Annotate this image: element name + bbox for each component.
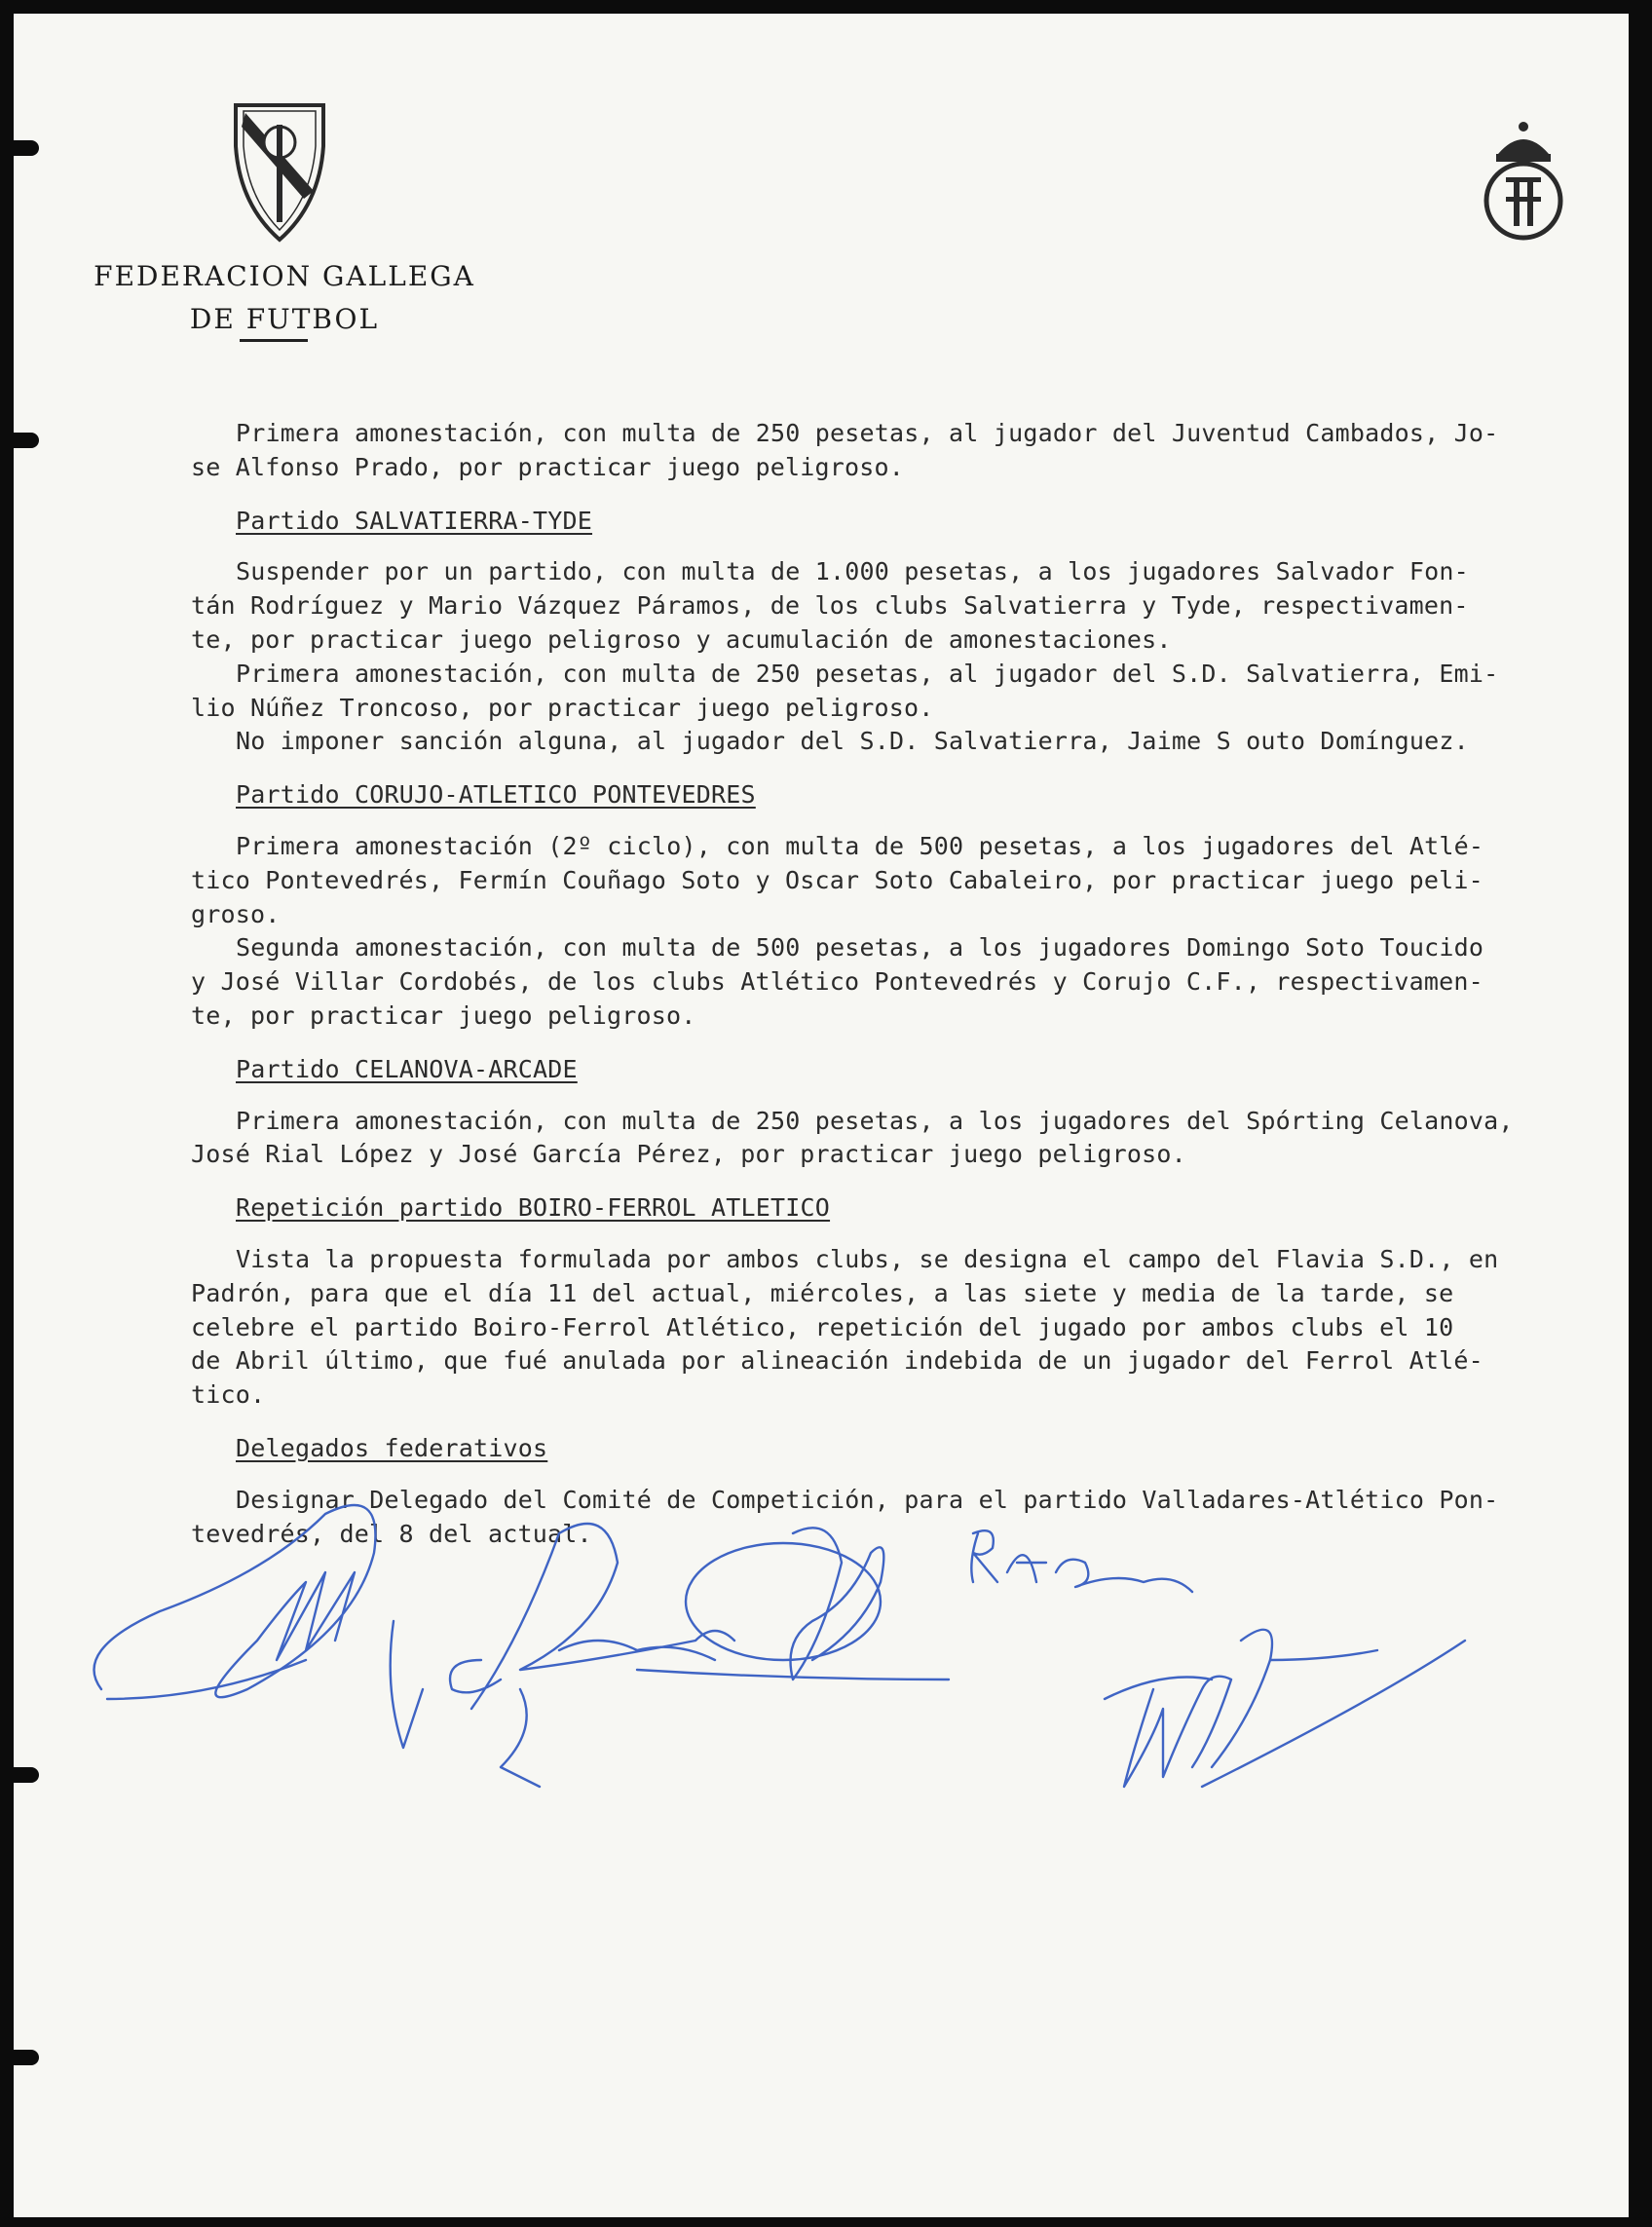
signature-4: [971, 1530, 1192, 1592]
document-page: [14, 14, 1629, 2217]
signature-2: [391, 1524, 734, 1787]
body-line: José Rial López y José García Pérez, por practicar juego peligroso.: [191, 1140, 1186, 1169]
org-name-line-1: FEDERACION GALLEGA: [94, 260, 475, 292]
org-name-line-2: DE FUTBOL: [189, 303, 380, 335]
body-line: te, por practicar juego peligroso y acumulación de amonestaciones.: [191, 624, 1172, 654]
section-heading: Repetición partido BOIRO-FERROL ATLETICO: [236, 1193, 831, 1223]
signatures-area: [14, 1494, 1629, 1845]
document-body: [191, 417, 1621, 1551]
body-line: se Alfonso Prado, por practicar juego peligroso.: [191, 452, 905, 481]
body-line: tevedrés, del 8 del actual.: [191, 1519, 592, 1548]
body-line: Suspender por un partido, con multa de 1.000 pesetas, a los jugadores Salvador Fon-: [236, 557, 1469, 586]
body-line: te, por practicar juego peligroso.: [191, 1000, 696, 1030]
spanish-federation-crown-seal-icon: [1477, 115, 1570, 242]
letterhead-divider: [240, 339, 308, 342]
punch-hole: [14, 140, 39, 156]
punch-hole: [14, 433, 39, 448]
signature-5: [1105, 1630, 1465, 1787]
body-line: Padrón, para que el día 11 del actual, miércoles, a las siete y media de la tarde, se: [191, 1278, 1454, 1307]
section-heading: Partido CELANOVA-ARCADE: [236, 1054, 578, 1083]
body-line: Designar Delegado del Comité de Competición, para el partido Valladares-Atlético Pon-: [236, 1485, 1499, 1514]
signature-1: [94, 1505, 376, 1699]
punch-hole: [14, 2050, 39, 2065]
body-line: No imponer sanción alguna, al jugador del S.D. Salvatierra, Jaime S outo Domínguez.: [236, 727, 1469, 756]
section-heading: Partido SALVATIERRA-TYDE: [236, 506, 593, 535]
galician-federation-shield-icon: [226, 97, 333, 244]
body-line: de Abril último, que fué anulada por alineación indebida de un jugador del Ferrol Atlé-: [191, 1346, 1483, 1376]
body-line: celebre el partido Boiro-Ferrol Atlético, repetición del jugado por ambos clubs el 10: [191, 1312, 1454, 1341]
body-line: Primera amonestación, con multa de 250 pesetas, al jugador del Juventud Cambados, Jo-: [236, 419, 1499, 447]
organization-name: [72, 255, 497, 341]
body-line: groso.: [191, 899, 281, 928]
section-heading: Partido CORUJO-ATLETICO PONTEVEDRES: [236, 780, 756, 810]
body-line: tán Rodríguez y Mario Vázquez Páramos, de los clubs Salvatierra y Tyde, respectivamen-: [191, 591, 1469, 621]
body-line: y José Villar Cordobés, de los clubs Atlético Pontevedrés y Corujo C.F., respectivamen-: [191, 967, 1483, 997]
body-line: Vista la propuesta formulada por ambos clubs, se designa el campo del Flavia S.D., en: [236, 1244, 1499, 1273]
body-line: Primera amonestación (2º ciclo), con multa de 500 pesetas, a los jugadores del Atlé-: [236, 831, 1484, 860]
section-heading: Delegados federativos: [236, 1433, 548, 1462]
body-line: Primera amonestación, con multa de 250 pesetas, al jugador del S.D. Salvatierra, Emi-: [236, 659, 1499, 688]
body-line: lio Núñez Troncoso, por practicar juego peligroso.: [191, 693, 934, 722]
body-line: Segunda amonestación, con multa de 500 pesetas, a los jugadores Domingo Soto Toucido: [236, 933, 1484, 963]
body-line: tico.: [191, 1380, 266, 1410]
signature-3: [637, 1528, 949, 1680]
body-line: Primera amonestación, con multa de 250 pesetas, a los jugadores del Spórting Celanova,: [236, 1106, 1514, 1135]
body-line: tico Pontevedrés, Fermín Couñago Soto y Oscar Soto Cabaleiro, por practicar juego peli-: [191, 865, 1483, 894]
